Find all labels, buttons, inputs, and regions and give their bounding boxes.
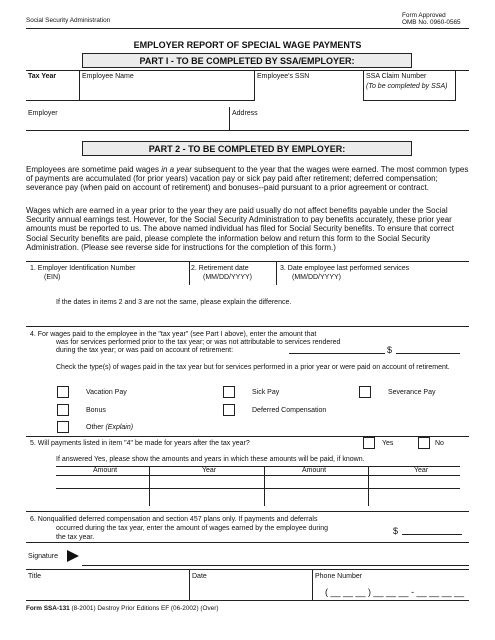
vacation-pay-checkbox[interactable] [57,386,69,398]
item6-line3: the tax year. [56,534,95,541]
vacation-pay-label: Vacation Pay [86,389,127,396]
item6-line2: occurred during the tax year, enter the amount of wages earned by the employee during [56,525,329,532]
col-amount-2: Amount [302,467,327,474]
col-year-2: Year [414,467,429,474]
tax-year-label: Tax Year [28,73,57,80]
col-year-1: Year [202,467,217,474]
item6-dollar-sign: $ [393,526,399,536]
other-checkbox[interactable] [57,421,69,433]
item3-label: 3. Date employee last performed services [280,265,410,272]
item4-leader-line [289,344,385,354]
no-checkbox[interactable] [418,437,430,449]
form-approved-label: Form Approved [402,12,446,19]
signature-arrow-icon [67,550,79,562]
intro-paragraph-1: Employees are sometime paid wages in a year subsequent to the year that the wages were earned. The most common types of payments are accumulated (for prior years) vacation pay or sick pay paid after retirement; deferred compensation; severance pay (when paid on account of retirement) and bonuses--paid pursuant to a prior agreement or contract. [26,165,469,193]
signature-field[interactable] [82,558,469,566]
col-amount-1: Amount [93,467,118,474]
item4-line1: 4. For wages paid to the employee in the "tax year" (see Part I above), enter the amount that [30,331,317,338]
phone-label: Phone Number [315,573,363,580]
item2-label: 2. Retirement date [191,265,249,272]
item2-sublabel: (MM/DD/YYYY) [203,274,252,281]
omb-number: OMB No. 0960-0565 [402,19,461,26]
employer-label: Employer [28,110,58,117]
no-label: No [435,440,444,447]
bonus-checkbox[interactable] [57,404,69,416]
severance-pay-label: Severance Pay [388,389,436,396]
item3-sublabel: (MM/DD/YYYY) [292,274,341,281]
yes-label: Yes [382,440,394,447]
item5-note: If answered Yes, please show the amounts and years in which these amounts will be paid, if known. [56,456,365,463]
employee-ssn-label: Employee's SSN [257,73,310,80]
item4-dollar-sign: $ [387,345,393,355]
deferred-compensation-label: Deferred Compensation [252,407,327,414]
item1-label: 1. Employer Identification Number [30,265,136,272]
part1-heading: PART I - TO BE COMPLETED BY SSA/EMPLOYER: [139,56,355,66]
item4-line3: during the tax year; or was paid on account of retirement: [56,347,234,354]
address-label: Address [232,110,258,117]
item4-amount-field[interactable] [396,344,460,354]
form-footer: Form SSA-131 (8-2001) Destroy Prior Editions EF (06-2002) (Over) [26,605,219,612]
deferred-compensation-checkbox[interactable] [223,404,235,416]
other-label: Other (Explain) [86,424,134,431]
signature-label: Signature [28,553,58,560]
dates-explain-note: If the dates in items 2 and 3 are not the same, please explain the difference. [56,299,292,306]
item6-line1: 6. Nonqualified deferred compensation and section 457 plans only. If payments and deferrals [30,516,318,523]
sick-pay-label: Sick Pay [252,389,280,396]
date-label: Date [192,573,207,580]
title-label: Title [28,573,41,580]
yes-checkbox[interactable] [363,437,375,449]
agency-name: Social Security Administration [26,17,111,24]
phone-number-field[interactable]: ( __ __ __ ) __ __ __ - __ __ __ __ [325,587,465,597]
sick-pay-checkbox[interactable] [223,386,235,398]
item5-question: 5. Will payments listed in item "4" be made for years after the tax year? [30,440,250,447]
check-types-note: Check the type(s) of wages paid in the tax year but for services performed in a prior year or were paid on account of retirement. [56,364,450,371]
part2-heading: PART 2 - TO BE COMPLETED BY EMPLOYER: [148,144,346,154]
claim-number-note: (To be completed by SSA) [366,83,448,90]
claim-number-label: SSA Claim Number [366,73,427,80]
bonus-label: Bonus [86,407,106,414]
employee-name-label: Employee Name [82,73,134,80]
item4-line2: was for services performed prior to the tax year; or was not attributable to services rendered [56,339,341,346]
form-title: EMPLOYER REPORT OF SPECIAL WAGE PAYMENTS [133,40,362,50]
item6-amount-field[interactable] [402,525,462,535]
severance-pay-checkbox[interactable] [359,386,371,398]
intro-paragraph-2: Wages which are earned in a year prior to the year they are paid usually do not affect benefits payable under the Social Security annual earnings test. However, for the Social Security Administration to pay benefits accurately, these prior year amounts must be reported to us. The above named individual has filed for Social Security benefits. To ensure that correct Social Security benefits are paid, please complete the information below and return this form to the Social Security Administration. (Please see reverse side for instructions for the completion of this form.) [26,206,454,252]
item1-sublabel: (EIN) [44,274,61,281]
